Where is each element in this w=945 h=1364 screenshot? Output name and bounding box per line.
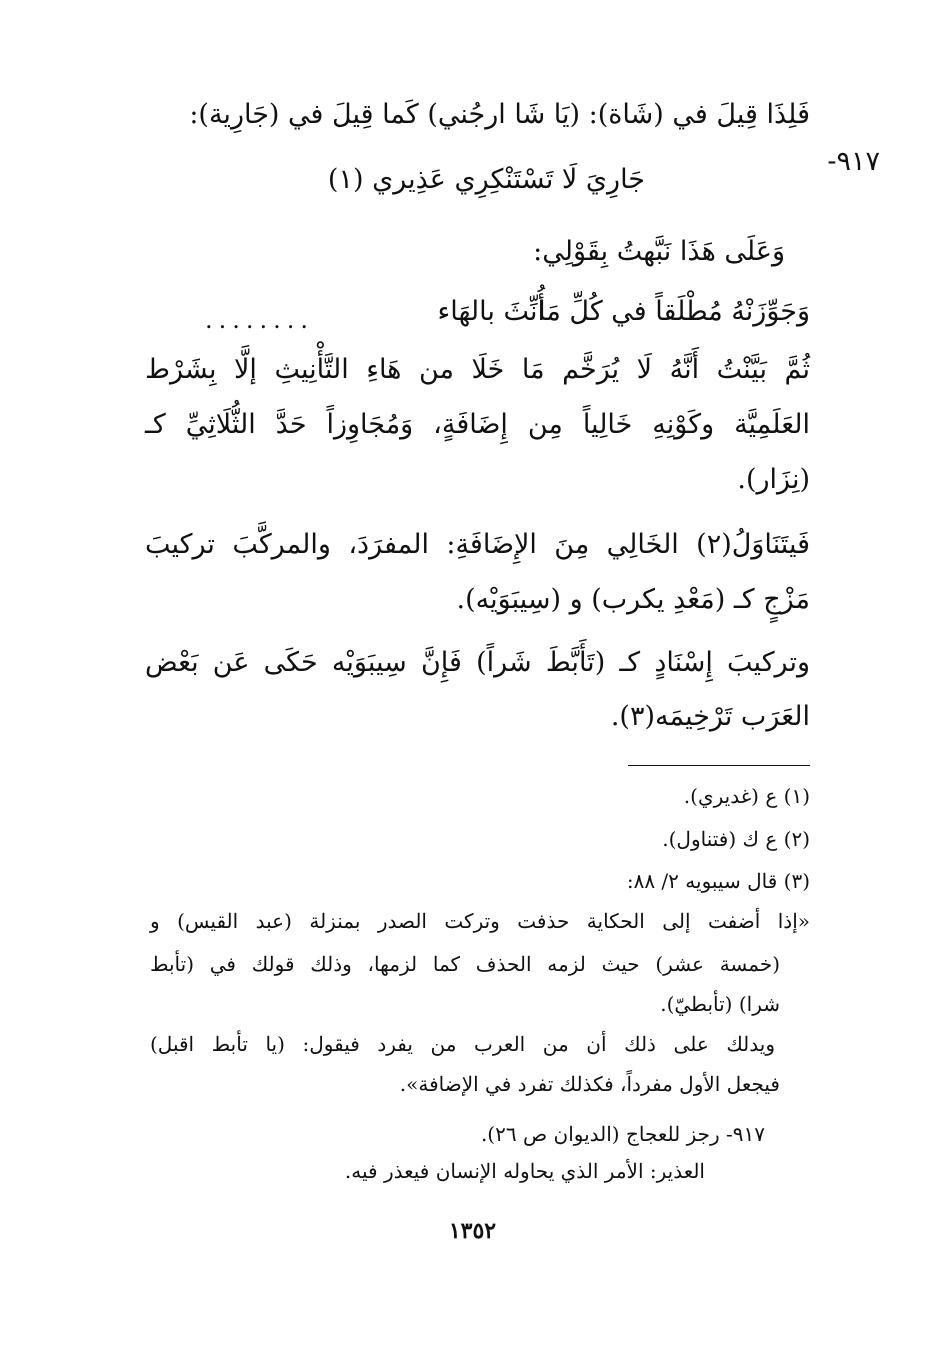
footnote-2: (٢) ع ك (فتناول). bbox=[662, 827, 810, 851]
page-number: ١٣٥٢ bbox=[448, 1218, 497, 1244]
footnote-3-quote-line-5: فيجعل الأول مفرداً، فكذلك تفرد في الإضافة». bbox=[399, 1072, 780, 1096]
body-line-5: ثُمَّ بَيَّنْتُ أَنَّهُ لَا يُرَخَّم مَا خَلَا من هَاءِ التَّأْنِيثِ إلَّا بِشَرْط bbox=[145, 354, 810, 385]
body-line-11: العَرَب تَرْخِيمَه(٣). bbox=[610, 701, 810, 732]
body-line-6: العَلَمِيَّة وكَوْنِهِ خَالِياً مِن إِضَافَةٍ، وَمُجَاوِزاً حَدَّ الثُّلَاثِيِّ كـ bbox=[145, 409, 810, 440]
body-line-1: فَلِذَا قِيلَ في (شَاة): (يَا شَا ارجُني) كَما قِيلَ في (جَارِية): bbox=[189, 99, 810, 130]
body-line-7: (نِزَار). bbox=[737, 464, 810, 495]
body-line-10: وتركيبَ إِسْنَادٍ كـ (تَأَبَّطَ شَراً) فَإِنَّ سِيبَوَيْه حَكَى عَن بَعْض bbox=[145, 647, 810, 678]
footnote-3-quote-line-1: «إذا أضفت إلى الحكاية حذفت وتركت الصدر بمنزلة (عبد القيس) و bbox=[150, 909, 810, 933]
footnote-separator bbox=[628, 765, 810, 766]
margin-verse-number: ٩١٧- bbox=[827, 146, 880, 177]
verse-hemistich-left: أُنِّثَ بالهَاء bbox=[437, 296, 545, 327]
footnote-3-quote-line-4: ويدلك على ذلك أن من العرب من يفرد فيقول: (يا تأبط اقبل) bbox=[150, 1032, 775, 1056]
footnote-verse-917-source: ٩١٧- رجز للعجاج (الديوان ص ٢٦). bbox=[480, 1122, 765, 1146]
footnote-3: (٣) قال سيبويه ٢/ ٨٨: bbox=[626, 869, 810, 893]
verse-917: جَارِيَ لَا تَسْتَنْكِرِي عَذِيري (١) bbox=[327, 164, 645, 195]
footnote-3-quote-line-2: (خمسة عشر) حيث لزمه الحذف كما لزمها، وذلك قولك في (تأبط bbox=[150, 952, 780, 976]
body-line-8: فَيتَنَاوَلُ(٢) الخَالِي مِنَ الإِضَافَةِ: المفرَدَ، والمركَّبَ تركيبَ bbox=[145, 529, 810, 560]
body-line-9: مَزْجٍ كـ (مَعْدِ يكرب) و (سِيبَوَيْه). bbox=[456, 584, 810, 615]
footnote-1: (١) ع (غديري). bbox=[683, 784, 810, 808]
verse-hemistich-right: وَجَوِّزَنْهُ مُطْلَقاً في كُلِّ مَا bbox=[538, 296, 810, 327]
verse-ellipsis: ........ bbox=[205, 306, 315, 334]
footnote-3-quote-line-3: شرا) (تأبطيّ). bbox=[660, 992, 780, 1016]
footnote-verse-917-gloss: العذير: الأمر الذي يحاوله الإنسان فيعذر فيه. bbox=[344, 1159, 705, 1183]
body-line-3: وَعَلَى هَذَا نَبَّهتُ بِقَوْلِي: bbox=[533, 236, 785, 267]
